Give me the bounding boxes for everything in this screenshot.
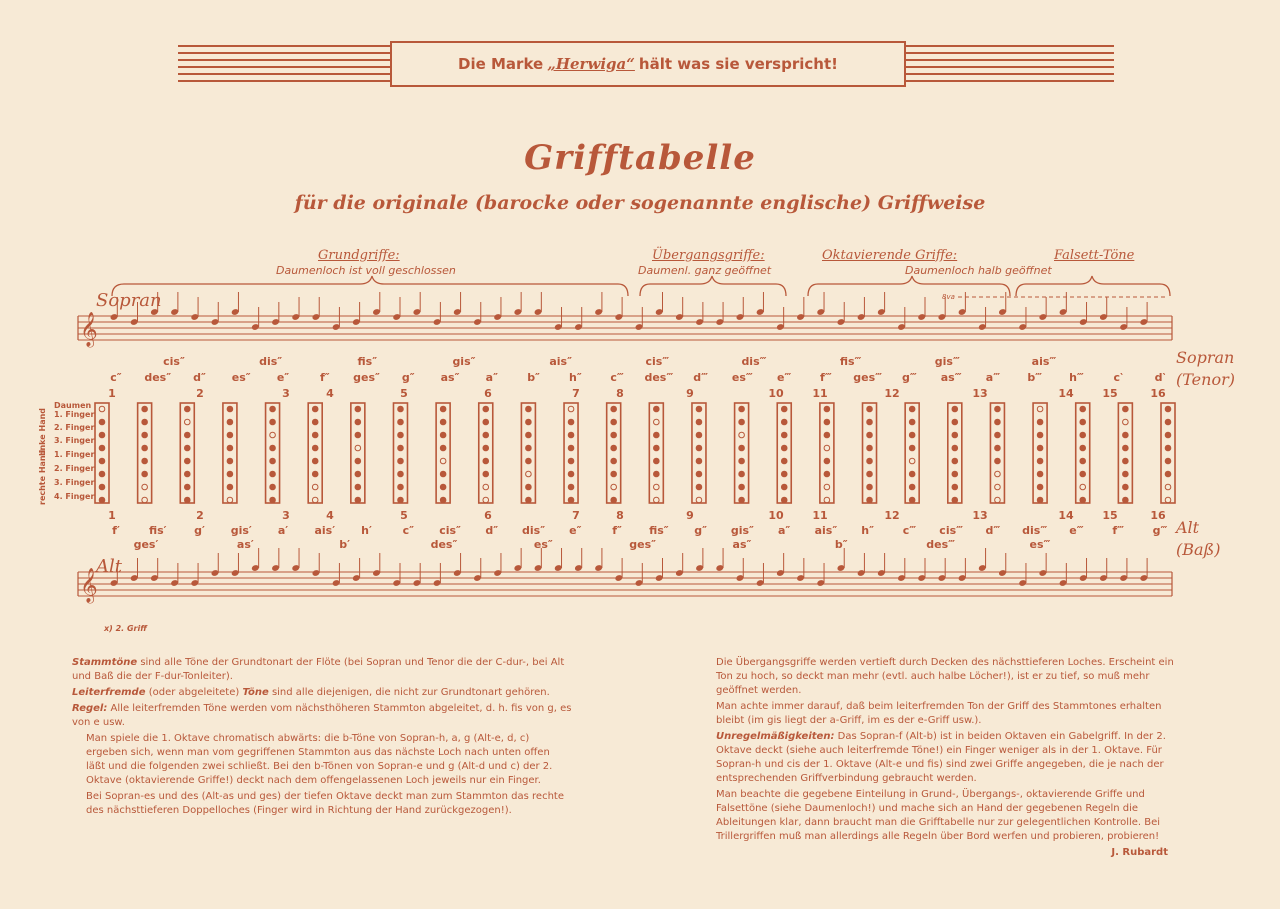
diagram-number-top: 2	[196, 387, 204, 400]
sopran-label-right: Sopran	[1176, 348, 1235, 367]
left-hand-label: linke Hand	[38, 407, 47, 456]
alt-note-name: h′	[361, 524, 372, 537]
alt-note-name: ais′	[314, 524, 336, 537]
alt-note-name: gis″	[730, 524, 754, 537]
term-stammtoene: Stammtöne	[72, 657, 138, 668]
sopran-label: Sopran	[96, 290, 162, 311]
diagram-number-bottom: 5	[400, 509, 408, 522]
diagram-number-bottom: 15	[1102, 509, 1118, 522]
sopran-note-name: as″	[440, 371, 460, 384]
page-title: Grifftabelle	[524, 138, 756, 178]
group-heading-basic: Grundgriffe:	[318, 248, 400, 263]
alt-note-name: gis′	[230, 524, 252, 537]
alt-flat-name: b″	[834, 538, 848, 551]
diagram-number-top: 12	[884, 387, 900, 400]
diagram-number-bottom: 12	[884, 509, 900, 522]
alt-note-name: e‴	[1069, 524, 1084, 537]
alt-note-name: a″	[777, 524, 791, 537]
sopran-note-name: b″	[527, 371, 540, 384]
diagram-number-bottom: 1	[108, 509, 116, 522]
diagram-number-bottom: 4	[326, 509, 334, 522]
row-label-rh4: 4. Finger	[54, 492, 95, 501]
right-text-column	[716, 656, 1176, 862]
sopran-note-name: a‴	[985, 371, 1001, 384]
alt-note-name: g‴	[1152, 524, 1168, 537]
alt-note-name: cis‴	[939, 524, 964, 537]
alt-note-name: f‴	[1112, 524, 1125, 537]
sopran-note-name: es‴	[731, 371, 753, 384]
alt-flat-name: des‴	[926, 538, 956, 551]
sopran-sharp-name: gis‴	[934, 355, 960, 368]
diagram-number-top: 1	[108, 387, 116, 400]
alt-note-name: ais″	[814, 524, 838, 537]
sopran-note-name: e″	[276, 371, 290, 384]
diagram-number-bottom: 16	[1150, 509, 1166, 522]
para-uebergang: Die Übergangsgriffe werden vertieft durch Decken des nächsttieferen Loches. Erscheint ein Ton zu hoch, so deckt man mehr (evtl. auch halbe Löcher!), ist er zu tief, so muß mehr geöffnet werden.	[716, 657, 1174, 696]
sopran-note-name: des‴	[644, 371, 674, 384]
diagram-number-top: 3	[282, 387, 290, 400]
diagram-number-top: 16	[1150, 387, 1166, 400]
alt-note-name: f″	[612, 524, 622, 537]
term-regel: Regel:	[72, 703, 108, 714]
sopran-note-name: f″	[319, 371, 330, 384]
sopran-note-name: g‴	[902, 371, 917, 384]
sopran-note-name: h‴	[1069, 371, 1084, 384]
sopran-note-name: a″	[485, 371, 498, 384]
term-abgeleitete: (oder abgeleitete)	[148, 687, 240, 698]
sopran-sharp-name: ais″	[549, 355, 572, 368]
diagram-number-top: 11	[812, 387, 828, 400]
group-sub-basic: Daumenloch ist voll geschlossen	[276, 264, 456, 277]
alt-label: Alt	[96, 556, 122, 577]
alt-note-name: c‴	[902, 524, 917, 537]
term-leiterfremde: Leiterfremde	[72, 687, 146, 698]
para-einteilung: Man beachte die gegebene Einteilung in Grund-, Übergangs-, oktavierende Griffe und Falsettöne (siehe Daumenloch!) und mache sich an Hand der gegebenen Regeln die Ableitungen klar, dann braucht man die Grifftabelle nur zur gelegentlichen Kontrolle. Bei Trillergriffen muß man allerdings alle Regeln über Bord werfen und probieren, probieren!	[716, 789, 1161, 842]
diagram-number-top: 5	[400, 387, 408, 400]
diagram-number-bottom: 3	[282, 509, 290, 522]
group-heading-falsetto: Falsett-Töne	[1054, 248, 1135, 263]
diagram-number-bottom: 11	[812, 509, 828, 522]
alt-note-name: f′	[112, 524, 120, 537]
signature: J. Rubardt	[1111, 847, 1168, 858]
sopran-sharp-name: fis‴	[839, 355, 862, 368]
para-stammton-griff: Man achte immer darauf, daß beim leiterfremden Ton der Griff des Stammtones erhalten bleibt (im gis liegt der a-Griff, im es der e-Griff usw.).	[716, 701, 1162, 726]
alt-note-name: cis″	[439, 524, 461, 537]
diagram-number-bottom: 6	[484, 509, 492, 522]
group-heading-octave: Oktavierende Griffe:	[822, 248, 958, 263]
sopran-sharp-name: cis″	[163, 355, 185, 368]
alt-flat-name: es‴	[1029, 538, 1051, 551]
sopran-note-name: des″	[144, 371, 172, 384]
diagram-number-bottom: 9	[686, 509, 694, 522]
alt-staff-treble-clef: 𝄞	[80, 568, 98, 603]
sopran-note-name: c‵	[1113, 371, 1123, 384]
diagram-number-top: 8	[616, 387, 624, 400]
sopran-note-name: e‴	[776, 371, 792, 384]
sopran-sharp-name: dis″	[259, 355, 283, 368]
sopran-sharp-name: gis″	[452, 355, 476, 368]
diagram-number-bottom: 13	[972, 509, 988, 522]
row-label-lh3: 3. Finger	[54, 436, 95, 445]
sopran-sharp-name: ais‴	[1031, 355, 1057, 368]
tenor-label: (Tenor)	[1176, 370, 1235, 389]
alt-flat-name: as″	[732, 538, 752, 551]
para-regel: Alle leiterfremden Töne werden vom nächsthöheren Stammton abgeleitet, d. h. fis von g, es von e usw.	[72, 703, 572, 728]
diagram-number-top: 14	[1058, 387, 1074, 400]
diagram-number-bottom: 2	[196, 509, 204, 522]
alt-note-name: g″	[694, 524, 708, 537]
footnote-second-fingering: x) 2. Griff	[104, 624, 147, 633]
sopran-note-name: b‴	[1027, 371, 1043, 384]
sopran-note-name: ges‴	[853, 371, 883, 384]
diagram-number-top: 9	[686, 387, 694, 400]
sopran-note-name: as‴	[940, 371, 962, 384]
alt-flat-name: ges′	[133, 538, 159, 551]
diagram-number-bottom: 14	[1058, 509, 1074, 522]
diagram-number-top: 7	[572, 387, 580, 400]
sopran-sharp-name: fis″	[357, 355, 378, 368]
left-text-column	[72, 656, 572, 820]
para-chromatisch: Man spiele die 1. Oktave chromatisch abwärts: die b-Töne von Sopran-h, a, g (Alt-e, d, c) ergeben sich, wenn man vom gegriffenen Stammton aus das nächste Loch nach unten offen läßt und die folgenden zwei schließt. Bei den b-Tönen von Sopran-e und g (Alt-d und c) der 2. Oktave (oktavierende Griffe!) deckt nach dem offengelassenen Loch jeweils nur ein Finger.	[86, 733, 553, 786]
sopran-note-name: ges″	[353, 371, 380, 384]
sopran-staff-treble-clef: 𝄞	[80, 312, 98, 347]
diagram-number-bottom: 7	[572, 509, 580, 522]
bass-label: (Baß)	[1176, 540, 1221, 559]
para-tiefe-oktave: Bei Sopran-es und des (Alt-as und ges) der tiefen Oktave deckt man zum Stammton das rechte des nächsttieferen Doppelloches (Finger wird in Richtung der Hand zurückgezogen!).	[86, 791, 564, 816]
para-unregelmaessig: Das Sopran-f (Alt-b) ist in beiden Oktaven ein Gabelgriff. In der 2. Oktave deckt (siehe auch leiterfremde Töne!) ein Finger weniger als in der 1. Oktave. Für Sopran-h und cis der 1. Oktave (Alt-e und fis) sind zwei Griffe angegeben, die je nach der entsprechenden Griffverbindung gebraucht werden.	[716, 731, 1166, 784]
row-label-rh3: 3. Finger	[54, 478, 95, 487]
finger-row-labels	[50, 400, 96, 500]
alt-label-right: Alt	[1176, 518, 1200, 537]
alt-note-name: e″	[569, 524, 582, 537]
sopran-note-name: g″	[401, 371, 415, 384]
diagram-number-top: 4	[326, 387, 334, 400]
sopran-note-name: d‵	[1154, 371, 1166, 384]
right-hand-label: rechte Hand	[38, 449, 47, 505]
ottava-mark: 8va	[942, 293, 955, 301]
para-leiterfremde: sind alle diejenigen, die nicht zur Grundtonart gehören.	[271, 687, 550, 698]
alt-flat-name: ges″	[629, 538, 657, 551]
sopran-note-name: d‴	[693, 371, 709, 384]
alt-note-name: a′	[277, 524, 289, 537]
term-unregelmaessig: Unregelmäßigkeiten:	[716, 731, 835, 742]
alt-flat-name: as′	[236, 538, 254, 551]
sopran-note-name: d″	[193, 371, 206, 384]
term-toene: Töne	[242, 687, 269, 698]
sopran-note-name: c‴	[610, 371, 624, 384]
group-sub-transition: Daumenl. ganz geöffnet	[638, 264, 772, 277]
page-subtitle: für die originale (barocke oder sogenannte englische) Griffweise	[294, 192, 986, 214]
alt-flat-name: es″	[533, 538, 553, 551]
row-label-rh1: 1. Finger	[54, 450, 95, 459]
diagram-number-top: 10	[768, 387, 784, 400]
diagram-number-bottom: 8	[616, 509, 624, 522]
alt-note-name: c″	[402, 524, 415, 537]
sopran-sharp-name: dis‴	[741, 355, 767, 368]
alt-note-name: g′	[194, 524, 205, 537]
alt-note-name: fis″	[649, 524, 669, 537]
alt-note-name: d″	[485, 524, 499, 537]
row-label-thumb: Daumen	[54, 401, 92, 410]
alt-note-name: dis‴	[1022, 524, 1048, 537]
diagram-number-top: 15	[1102, 387, 1118, 400]
diagram-number-bottom: 10	[768, 509, 784, 522]
alt-note-name: d‴	[985, 524, 1001, 537]
brand-name: „Herwiga“	[547, 55, 635, 73]
sopran-note-name: h″	[568, 371, 582, 384]
diagram-number-top: 13	[972, 387, 988, 400]
alt-note-name: h″	[861, 524, 875, 537]
alt-note-name: dis″	[522, 524, 546, 537]
row-label-lh1: 1. Finger	[54, 410, 95, 419]
row-label-lh2: 2. Finger	[54, 423, 95, 432]
sopran-note-name: c″	[110, 371, 122, 384]
group-sub-octave: Daumenloch halb geöffnet	[905, 264, 1052, 277]
row-label-rh2: 2. Finger	[54, 464, 95, 473]
alt-flat-name: des″	[430, 538, 458, 551]
banner-text-after: hält was sie verspricht!	[638, 55, 838, 73]
sopran-note-name: es″	[231, 371, 251, 384]
group-heading-transition: Übergangsgriffe:	[652, 248, 765, 263]
alt-note-name: fis′	[148, 524, 167, 537]
sopran-note-name: f‴	[820, 371, 832, 384]
banner-text-before: Die Marke	[458, 55, 544, 73]
sopran-sharp-name: cis‴	[645, 355, 670, 368]
para-stammtoene: sind alle Töne der Grundtonart der Flöte (bei Sopran und Tenor die der C-dur-, bei Alt und Baß die der F-dur-Tonleiter).	[72, 657, 565, 682]
alt-flat-name: b′	[339, 538, 351, 551]
diagram-number-top: 6	[484, 387, 492, 400]
